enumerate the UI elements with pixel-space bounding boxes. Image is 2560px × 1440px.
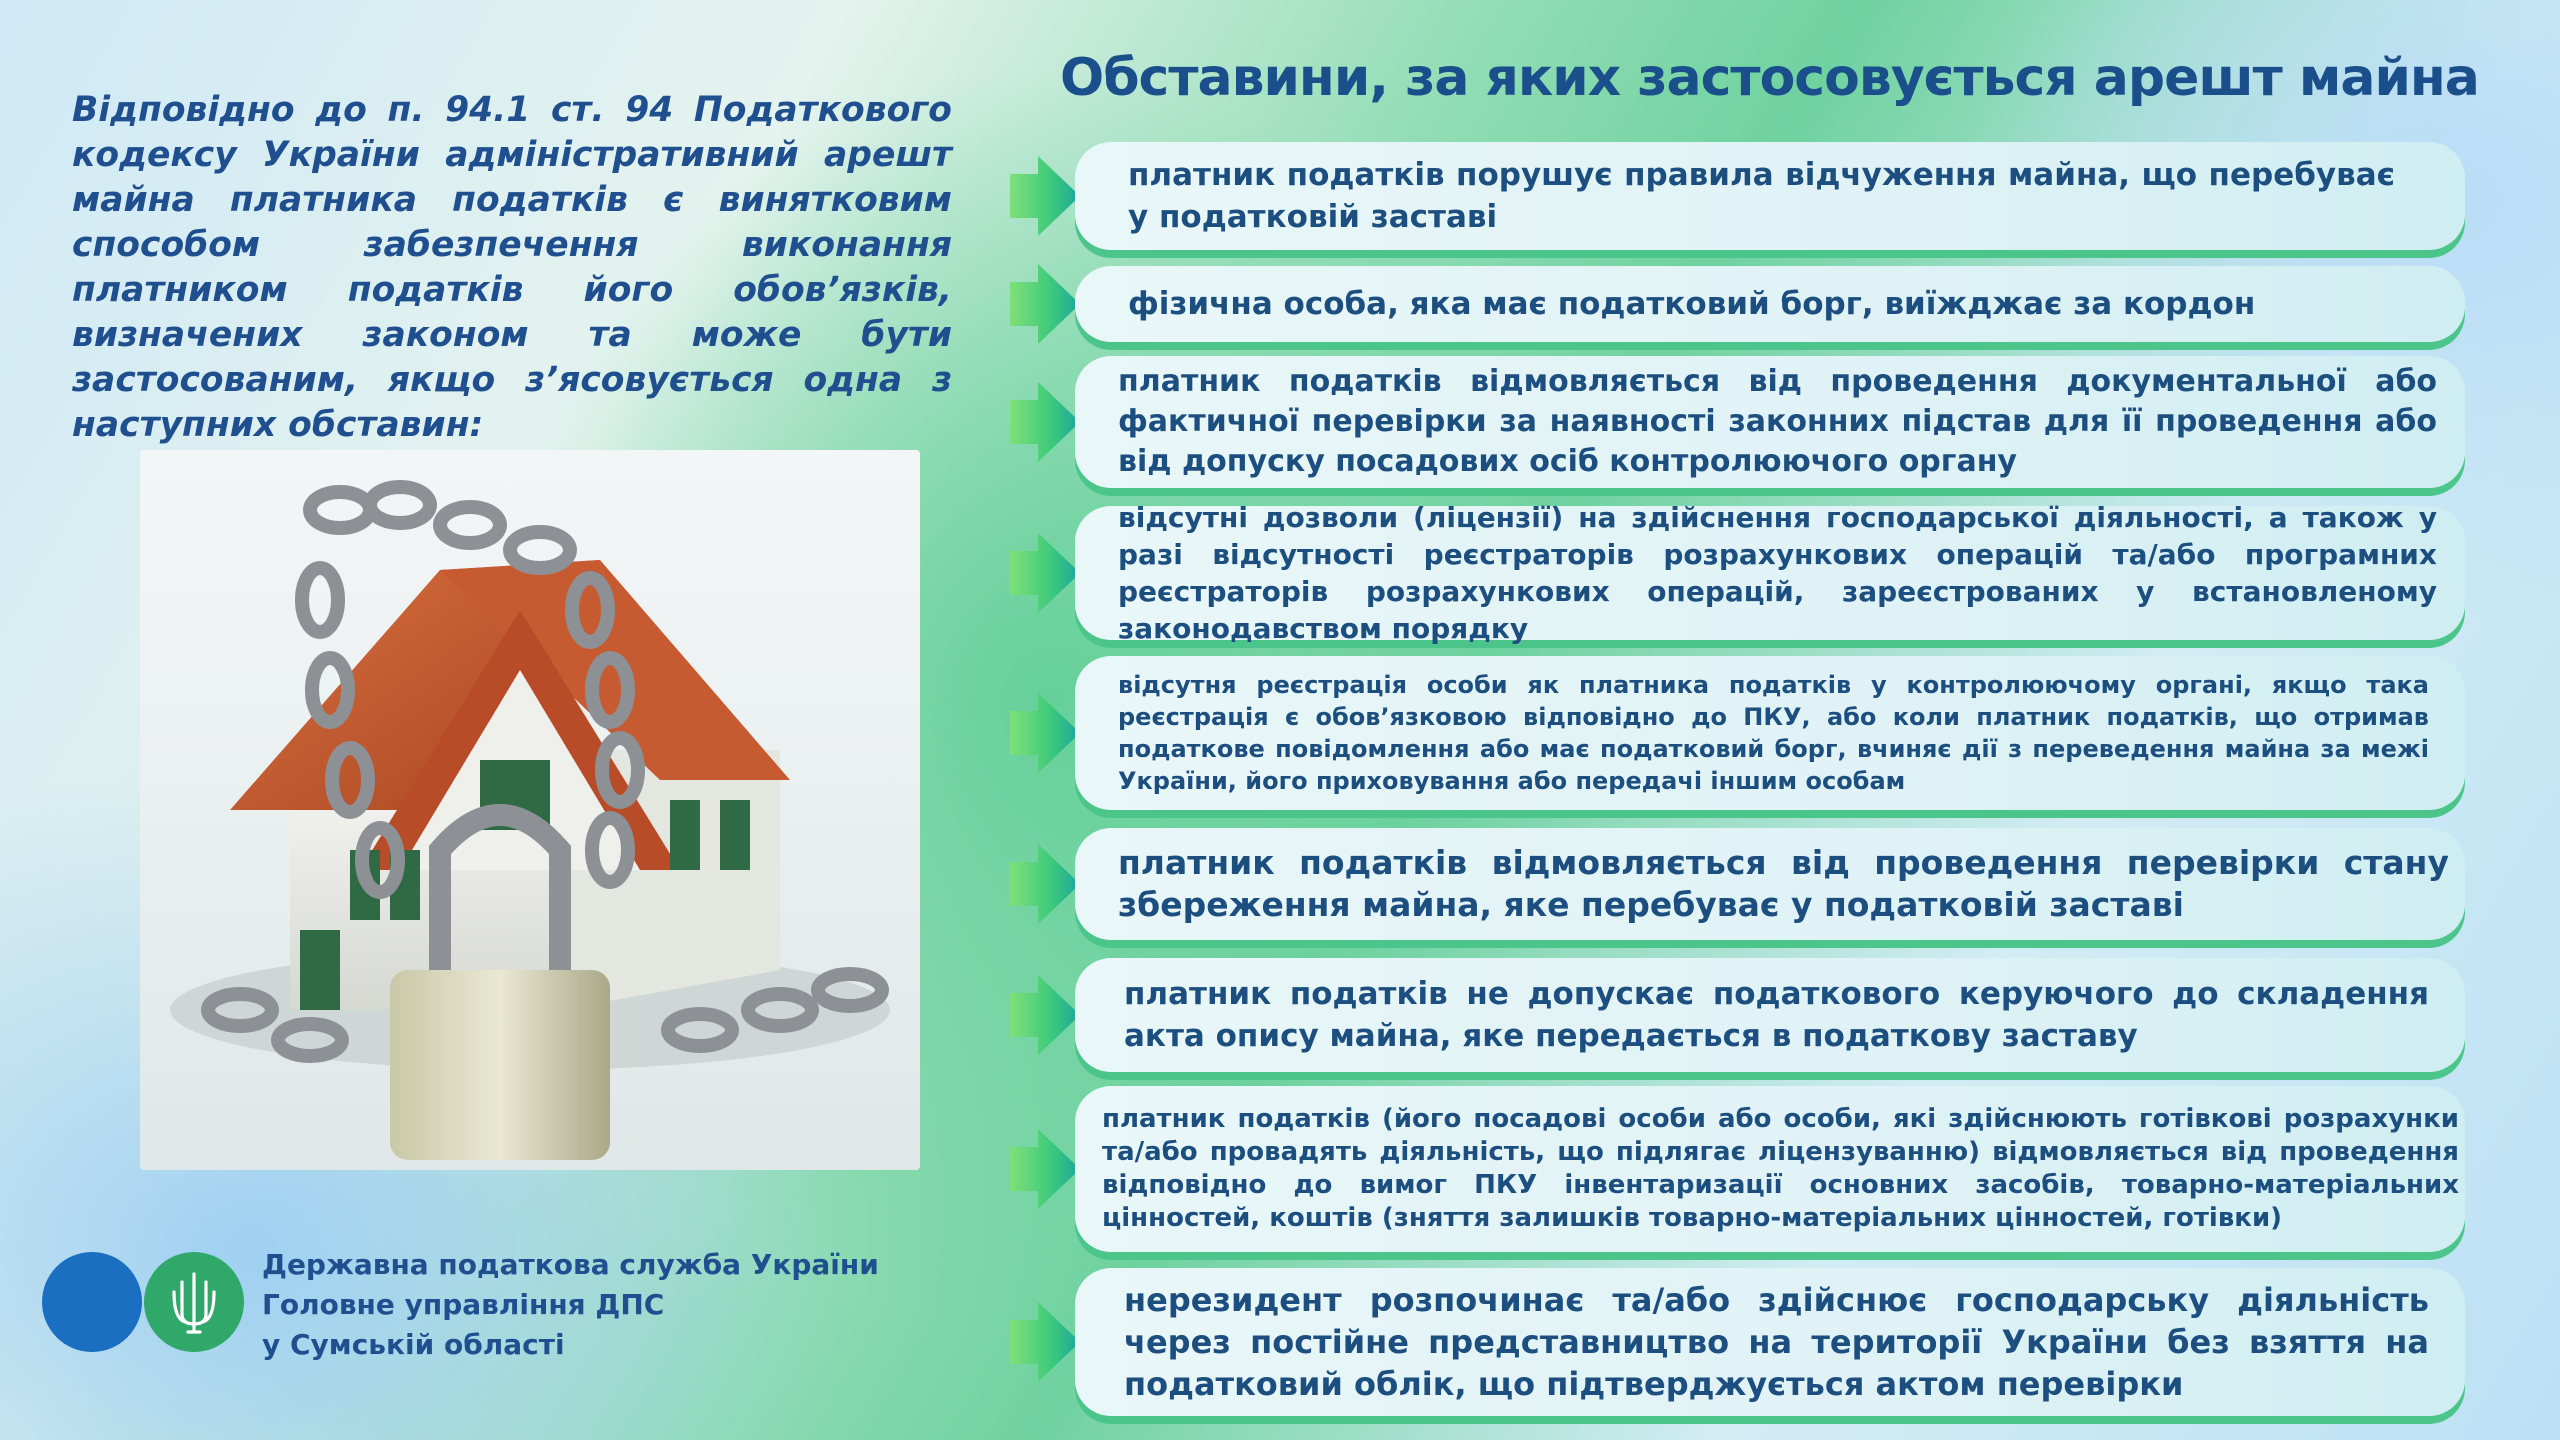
arrow-icon [1010,1302,1080,1382]
circumstance-item [1010,656,2465,810]
circumstance-text: платник податків порушує правила відчуження майна, що перебуває у податковій заставі [1128,157,2395,235]
circumstance-text: платник податків відмовляється від проведення перевірки стану збереження майна, яке перебуває у податковій заставі [1118,843,2449,924]
house-illustration [140,450,920,1170]
footer-line-1: Державна податкова служба України [262,1248,879,1281]
arrow-icon [1010,975,1080,1055]
circumstance-item [1010,1268,2465,1416]
circumstance-pill [1075,501,2465,645]
circumstance-pill [1075,656,2465,810]
circumstance-item [1010,142,2465,250]
footer-organization [262,1245,882,1365]
circumstance-pill [1075,828,2465,940]
circumstance-pill [1075,356,2465,488]
blue-circle-logo [42,1252,142,1352]
house-chain-padlock-image [140,450,920,1170]
circumstance-item [1010,958,2465,1072]
circumstance-text: платник податків відмовляється від проведення документальної або фактичної перевірки за наявності законних підстав для її проведення або від допуску посадових осіб контролюючого органу [1118,364,2437,479]
arrow-icon [1010,844,1080,924]
circumstance-text: відсутні дозволи (ліцензії) на здійснення господарської діяльності, а також у разі відсутності реєстраторів розрахункових операцій та/або програмних реєстраторів розрахункових операцій, зареєстрованих у встановленому законодавством порядку [1118,501,2437,645]
circumstance-text: фізична особа, яка має податковий борг, виїжджає за кордон [1128,286,2256,322]
circumstance-pill [1075,266,2465,342]
main-heading: Обставини, за яких застосовується арешт майна [1060,48,2479,108]
circumstance-pill [1075,1268,2465,1416]
circumstance-item [1010,1086,2465,1252]
circumstance-text: відсутня реєстрація особи як платника податків у контролюючому органі, якщо така реєстрація є обов’язковою відповідно до ПКУ, або коли платник податків, що отримав податкове повідомлення або має податковий борг, вчиняє дії з переведення майна за межі України, його приховування або передачі іншим особам [1118,671,2429,795]
arrow-icon [1010,533,1080,613]
intro-text: Відповідно до п. 94.1 ст. 94 Податкового кодексу України адміністративний арешт майна платника податків є винятковим способом забезпечення виконання платником податків його обов’язків, визначених законом та може бути застосованим, якщо з’ясовується одна з наступних обставин: [72,90,952,445]
arrow-icon [1010,1129,1080,1209]
arrow-icon [1010,693,1080,773]
arrow-icon [1010,382,1080,462]
circumstance-text: нерезидент розпочинає та/або здійснює господарську діяльність через постійне представництво на території України без взяття на податковий облік, що підтверджується актом перевірки [1124,1281,2429,1403]
circumstance-text: платник податків (його посадові особи або особи, які здійснюють готівкові розрахунки та/або провадять діяльність, що підлягає ліцензуванню) відмовляється від проведення відповідно до вимог ПКУ інвентаризації основних засобів, товарно-матеріальних цінностей, коштів (зняття залишків товарно-матеріальних цінностей, готівки) [1102,1104,2459,1233]
circumstance-item [1010,828,2465,940]
footer-line-3: у Сумській області [262,1328,565,1361]
green-circle-logo [144,1252,244,1352]
circumstance-pill [1075,1086,2465,1252]
circumstance-item [1010,501,2465,645]
circumstance-item [1010,356,2465,488]
footer-line-2: Головне управління ДПС [262,1288,665,1321]
circumstance-item [1010,266,2465,342]
trident-emblem-icon [144,1252,244,1352]
arrow-icon [1010,264,1080,344]
circumstance-pill [1075,958,2465,1072]
circumstance-pill [1075,142,2465,250]
arrow-icon [1010,156,1080,236]
circumstance-text: платник податків не допускає податкового керуючого до складення акта опису майна, яке передається в податкову заставу [1124,976,2429,1054]
